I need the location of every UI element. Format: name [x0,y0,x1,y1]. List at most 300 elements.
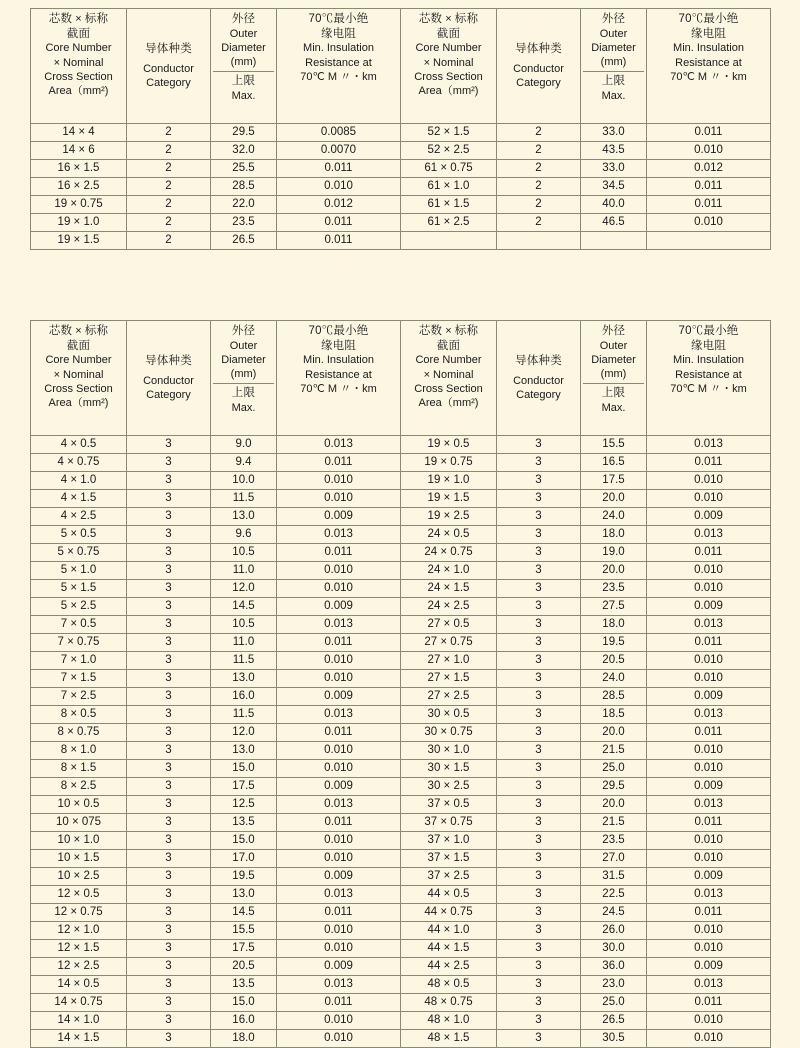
cell-core-number-left: 8 × 0.75 [31,724,127,742]
cell-insulation-resistance-right: 0.009 [647,598,771,616]
cell-conductor-category-right: 3 [497,706,581,724]
cell-core-number-left: 4 × 1.5 [31,490,127,508]
cell-insulation-resistance-right: 0.013 [647,976,771,994]
cell-outer-diameter-left: 17.5 [211,778,277,796]
table1-header [31,9,771,124]
cell-insulation-resistance-right: 0.011 [647,634,771,652]
cell-conductor-category-left: 3 [127,832,211,850]
cell-core-number-right: 44 × 1.0 [401,922,497,940]
cell-core-number-right: 19 × 1.0 [401,472,497,490]
cell-insulation-resistance-left: 0.013 [277,436,401,454]
cell-conductor-category-left: 3 [127,616,211,634]
header-outer-en2-r: Diameter [591,41,636,54]
cell-core-number-right: 30 × 0.75 [401,724,497,742]
cell-insulation-resistance-left: 0.010 [277,850,401,868]
cell-outer-diameter-left: 12.0 [211,580,277,598]
cell-core-number-left: 8 × 1.0 [31,742,127,760]
cell-core-number-left: 14 × 0.75 [31,994,127,1012]
cell-conductor-category-right: 3 [497,490,581,508]
cell-insulation-resistance-left: 0.012 [277,196,401,214]
cell-core-number-left: 10 × 2.5 [31,868,127,886]
table-row [31,436,771,454]
cell-insulation-resistance-right: 0.010 [647,940,771,958]
cell-insulation-resistance-right: 0.009 [647,868,771,886]
table-row [31,232,771,250]
cell-outer-diameter-left: 16.0 [211,688,277,706]
table-row [31,526,771,544]
cell-conductor-category-left: 3 [127,490,211,508]
cell-outer-diameter-left: 26.5 [211,232,277,250]
table-row [31,1012,771,1030]
header-outer-diameter-right [581,9,647,124]
cell-core-number-left: 14 × 6 [31,142,127,160]
cell-conductor-category-left: 3 [127,814,211,832]
header2-outer-max-en: Max. [231,401,256,414]
cell-core-number-left: 8 × 1.5 [31,760,127,778]
header-conductor-en2: Category [146,77,191,90]
cell-core-number-left: 14 × 0.5 [31,976,127,994]
cell-conductor-category-right: 3 [497,436,581,454]
cell-insulation-resistance-right: 0.011 [647,994,771,1012]
table1-header-row [31,9,771,124]
cell-conductor-category-right: 3 [497,778,581,796]
cell-insulation-resistance-left: 0.010 [277,580,401,598]
cell-core-number-right: 48 × 0.75 [401,994,497,1012]
cell-conductor-category-right: 2 [497,160,581,178]
cell-conductor-category-right: 3 [497,508,581,526]
cell-core-number-left: 7 × 0.75 [31,634,127,652]
header-core-en4: Area（mm²) [48,84,109,97]
cell-outer-diameter-right: 20.0 [581,796,647,814]
cell-core-number-left: 7 × 1.0 [31,652,127,670]
cell-insulation-resistance-left: 0.011 [277,814,401,832]
header2-outer-cn: 外径 [231,325,256,337]
header2-divider-r [583,383,644,384]
cell-conductor-category-left: 3 [127,526,211,544]
cell-conductor-category-left: 3 [127,544,211,562]
cell-insulation-resistance-right: 0.013 [647,526,771,544]
header2-outer-diameter-right [581,321,647,436]
header2-outer-en3: (mm) [230,367,257,380]
cell-outer-diameter-right: 17.5 [581,472,647,490]
header-core-en2: × Nominal [53,56,104,69]
cell-outer-diameter-left: 14.5 [211,598,277,616]
cell-conductor-category-right: 2 [497,196,581,214]
cell-insulation-resistance-left: 0.009 [277,508,401,526]
cell-conductor-category-left: 3 [127,1012,211,1030]
header-divider-r [583,71,644,72]
table-row [31,940,771,958]
cell-insulation-resistance-left: 0.010 [277,652,401,670]
cell-conductor-category-right: 3 [497,688,581,706]
cell-insulation-resistance-left: 0.010 [277,760,401,778]
cell-conductor-category-right: 3 [497,598,581,616]
cell-outer-diameter-right: 24.0 [581,508,647,526]
cell-insulation-resistance-left: 0.011 [277,544,401,562]
cell-insulation-resistance-left: 0.011 [277,904,401,922]
cell-outer-diameter-left: 13.5 [211,976,277,994]
cell-conductor-category-right: 3 [497,472,581,490]
cell-conductor-category-right: 3 [497,1030,581,1048]
cell-core-number-left: 5 × 1.5 [31,580,127,598]
cell-core-number-left: 14 × 1.0 [31,1012,127,1030]
cell-outer-diameter-right: 18.5 [581,706,647,724]
cell-core-number-right: 37 × 0.75 [401,814,497,832]
cell-core-number-right: 30 × 1.5 [401,760,497,778]
cell-insulation-resistance-right: 0.011 [647,124,771,142]
cell-outer-diameter-left: 32.0 [211,142,277,160]
cell-insulation-resistance-left: 0.009 [277,688,401,706]
cell-outer-diameter-right: 23.5 [581,832,647,850]
cell-core-number-left: 19 × 1.5 [31,232,127,250]
cell-conductor-category-right: 3 [497,742,581,760]
header2-core-en1: Core Number [45,354,112,367]
cell-core-number-left: 12 × 1.5 [31,940,127,958]
cell-conductor-category-right: 3 [497,652,581,670]
cell-outer-diameter-right: 20.0 [581,490,647,508]
cell-outer-diameter-right: 27.0 [581,850,647,868]
cell-outer-diameter-right: 43.5 [581,142,647,160]
cell-insulation-resistance-left: 0.010 [277,490,401,508]
table2-header [31,321,771,436]
header-resist-en1: Min. Insulation [303,42,374,55]
header-core-number-right [401,9,497,124]
header2-core-en4-r: Area（mm²) [418,396,479,409]
cell-insulation-resistance-right: 0.010 [647,472,771,490]
table-row [31,196,771,214]
cell-insulation-resistance-left: 0.013 [277,526,401,544]
cell-conductor-category-left: 2 [127,160,211,178]
header2-resist-en1: Min. Insulation [303,354,374,367]
cell-outer-diameter-right: 18.0 [581,526,647,544]
header2-core-number-right [401,321,497,436]
cell-conductor-category-right: 3 [497,868,581,886]
header2-outer-limit-cn: 上限 [231,386,256,399]
cell-insulation-resistance-left: 0.013 [277,886,401,904]
header-core-en3-r: Cross Section [414,70,483,83]
table-spacer [30,250,770,320]
cell-conductor-category-left: 3 [127,760,211,778]
cell-conductor-category-left: 3 [127,508,211,526]
header2-outer-max-en-r: Max. [601,401,626,414]
cell-core-number-right: 19 × 0.5 [401,436,497,454]
cell-core-number-right: 37 × 1.0 [401,832,497,850]
cell-outer-diameter-left: 13.0 [211,508,277,526]
cell-core-number-right: 44 × 2.5 [401,958,497,976]
cell-outer-diameter-right: 27.5 [581,598,647,616]
header2-outer-en1: Outer [229,339,258,352]
header-outer-diameter-left [211,9,277,124]
header-outer-en1: Outer [229,27,258,40]
cell-outer-diameter-left: 18.0 [211,1030,277,1048]
header2-resist-en2: Resistance at [305,368,372,381]
cell-core-number-right: 27 × 1.0 [401,652,497,670]
cell-outer-diameter-left: 10.0 [211,472,277,490]
header2-core-number-left [31,321,127,436]
cell-core-number-left: 5 × 0.75 [31,544,127,562]
header2-core-en2: × Nominal [53,368,104,381]
table-row [31,472,771,490]
cell-insulation-resistance-right: 0.013 [647,706,771,724]
table-row [31,994,771,1012]
cell-outer-diameter-left: 10.5 [211,544,277,562]
header2-resist-en1-r: Min. Insulation [673,354,744,367]
cell-conductor-category-right: 3 [497,850,581,868]
header-core-en1: Core Number [45,42,112,55]
cell-core-number-left: 19 × 0.75 [31,196,127,214]
header-resist-en3-r: 70℃ M 〃・km [670,70,747,83]
table-row [31,886,771,904]
cell-conductor-category-left: 3 [127,688,211,706]
cell-conductor-category-right: 3 [497,634,581,652]
cell-core-number-left: 4 × 0.75 [31,454,127,472]
header-conductor-en1-r: Conductor [513,63,564,76]
cell-insulation-resistance-right: 0.010 [647,922,771,940]
cell-outer-diameter-right: 26.0 [581,922,647,940]
header2-core-cn1-r: 芯数 [418,325,443,337]
cell-outer-diameter-right: 22.5 [581,886,647,904]
cell-insulation-resistance-right: 0.010 [647,1012,771,1030]
cell-outer-diameter-left: 13.0 [211,742,277,760]
cell-conductor-category-right: 3 [497,832,581,850]
cell-insulation-resistance-right: 0.011 [647,814,771,832]
cell-core-number-right [401,232,497,250]
cell-outer-diameter-left: 11.5 [211,706,277,724]
cell-insulation-resistance-left: 0.010 [277,1030,401,1048]
table-row [31,454,771,472]
cell-outer-diameter-left: 15.5 [211,922,277,940]
cell-core-number-right: 30 × 0.5 [401,706,497,724]
table-row [31,562,771,580]
cell-conductor-category-left: 3 [127,886,211,904]
cell-insulation-resistance-left: 0.013 [277,976,401,994]
table-row [31,904,771,922]
cell-outer-diameter-right: 31.5 [581,868,647,886]
cell-insulation-resistance-left: 0.013 [277,616,401,634]
header-core-number-left [31,9,127,124]
cell-core-number-left: 19 × 1.0 [31,214,127,232]
cell-conductor-category-left: 3 [127,472,211,490]
header-outer-limit-cn-r: 上限 [601,74,626,87]
cell-insulation-resistance-right: 0.009 [647,688,771,706]
cell-insulation-resistance-left: 0.0085 [277,124,401,142]
header-insulation-resistance-left [277,9,401,124]
cell-outer-diameter-left: 22.0 [211,196,277,214]
header2-outer-en1-r: Outer [599,339,628,352]
cell-conductor-category-right: 3 [497,454,581,472]
header-conductor-en2-r: Category [516,77,561,90]
cell-conductor-category-left: 3 [127,994,211,1012]
header-core-cn1-r: 芯数 [418,13,443,25]
cell-core-number-left: 8 × 0.5 [31,706,127,724]
cell-core-number-left: 10 × 1.0 [31,832,127,850]
cell-outer-diameter-left: 12.5 [211,796,277,814]
header2-outer-cn-r: 外径 [601,325,626,337]
table-row [31,850,771,868]
cell-core-number-right: 27 × 2.5 [401,688,497,706]
cell-outer-diameter-left: 29.5 [211,124,277,142]
cell-insulation-resistance-right: 0.010 [647,670,771,688]
header2-conductor-en1-r: Conductor [513,375,564,388]
header2-core-cn3: 截面 [66,339,91,352]
cell-insulation-resistance-right: 0.011 [647,178,771,196]
cell-core-number-left: 14 × 4 [31,124,127,142]
cell-core-number-right: 19 × 2.5 [401,508,497,526]
cell-conductor-category-left: 3 [127,652,211,670]
header2-outer-limit-cn-r: 上限 [601,386,626,399]
cell-core-number-right: 37 × 0.5 [401,796,497,814]
cell-insulation-resistance-left: 0.010 [277,940,401,958]
cell-outer-diameter-left: 23.5 [211,214,277,232]
cell-core-number-left: 5 × 0.5 [31,526,127,544]
cell-core-number-left: 7 × 0.5 [31,616,127,634]
cell-outer-diameter-right: 33.0 [581,160,647,178]
header-core-cn3-r: 截面 [436,27,461,40]
cell-conductor-category-left: 3 [127,1030,211,1048]
cell-outer-diameter-left: 14.5 [211,904,277,922]
table-row [31,490,771,508]
cell-outer-diameter-left: 9.0 [211,436,277,454]
cell-core-number-right: 52 × 1.5 [401,124,497,142]
cell-conductor-category-right: 3 [497,958,581,976]
cell-conductor-category-right: 3 [497,922,581,940]
cell-conductor-category-right: 3 [497,544,581,562]
cell-insulation-resistance-left: 0.010 [277,832,401,850]
header-divider [213,71,274,72]
table-row [31,214,771,232]
header-conductor-left [127,9,211,124]
cell-outer-diameter-right: 25.0 [581,760,647,778]
cell-core-number-left: 12 × 0.5 [31,886,127,904]
cell-insulation-resistance-left: 0.011 [277,994,401,1012]
header-outer-cn: 外径 [231,13,256,25]
cell-core-number-right: 24 × 0.75 [401,544,497,562]
table-row [31,778,771,796]
header2-resist-cn2-r: 缘电阻 [690,339,727,352]
header-resist-en3: 70℃ M 〃・km [300,70,377,83]
header2-outer-diameter-left [211,321,277,436]
cell-insulation-resistance-right: 0.013 [647,436,771,454]
cell-core-number-right: 61 × 1.5 [401,196,497,214]
cell-outer-diameter-left: 11.0 [211,634,277,652]
cell-insulation-resistance-right: 0.011 [647,454,771,472]
header2-conductor-cn-r: 导体种类 [515,354,562,367]
cell-insulation-resistance-right: 0.010 [647,742,771,760]
cell-insulation-resistance-right: 0.010 [647,490,771,508]
cell-conductor-category-right: 3 [497,814,581,832]
cell-insulation-resistance-left: 0.010 [277,742,401,760]
cell-core-number-left: 12 × 0.75 [31,904,127,922]
cell-outer-diameter-right: 20.5 [581,652,647,670]
cell-core-number-right: 61 × 2.5 [401,214,497,232]
table-row [31,796,771,814]
header-core-en4-r: Area（mm²) [418,84,479,97]
cell-outer-diameter-right: 33.0 [581,124,647,142]
cell-insulation-resistance-right: 0.011 [647,544,771,562]
cell-core-number-left: 12 × 1.0 [31,922,127,940]
header2-core-en4: Area（mm²) [48,396,109,409]
cell-core-number-left: 7 × 1.5 [31,670,127,688]
header2-core-cn2-r: 标称 [454,325,479,337]
cell-insulation-resistance-right: 0.010 [647,760,771,778]
header2-resist-cn2: 缘电阻 [320,339,357,352]
cell-insulation-resistance-right: 0.013 [647,616,771,634]
cell-outer-diameter-right: 15.5 [581,436,647,454]
cell-outer-diameter-right: 34.5 [581,178,647,196]
header2-resist-cn1: 70℃最小绝 [308,325,369,337]
cell-outer-diameter-right: 30.5 [581,1030,647,1048]
table-row [31,1030,771,1048]
header-outer-cn-r: 外径 [601,13,626,25]
cell-outer-diameter-left: 11.5 [211,652,277,670]
header-resist-cn2: 缘电阻 [320,27,357,40]
cell-outer-diameter-left: 17.0 [211,850,277,868]
cell-core-number-right: 24 × 2.5 [401,598,497,616]
cell-core-number-left: 4 × 0.5 [31,436,127,454]
cell-outer-diameter-left: 15.0 [211,994,277,1012]
cell-core-number-left: 4 × 2.5 [31,508,127,526]
header-core-en2-r: × Nominal [423,56,474,69]
cell-insulation-resistance-right: 0.010 [647,652,771,670]
header2-insulation-resistance-left [277,321,401,436]
header-outer-en3-r: (mm) [600,55,627,68]
cell-conductor-category-right: 3 [497,670,581,688]
cell-core-number-right: 61 × 0.75 [401,160,497,178]
cell-conductor-category-left: 2 [127,142,211,160]
cell-conductor-category-left: 2 [127,196,211,214]
header-core-cn2: 标称 [84,13,109,25]
cell-insulation-resistance-left: 0.013 [277,796,401,814]
header2-core-cn3-r: 截面 [436,339,461,352]
cell-core-number-left: 16 × 1.5 [31,160,127,178]
cell-insulation-resistance-left: 0.010 [277,922,401,940]
cell-outer-diameter-right: 46.5 [581,214,647,232]
cell-outer-diameter-left: 13.0 [211,886,277,904]
cell-outer-diameter-right: 24.0 [581,670,647,688]
cell-core-number-left: 10 × 075 [31,814,127,832]
header2-core-times: × [75,325,82,337]
cell-insulation-resistance-left: 0.009 [277,778,401,796]
header2-conductor-en2-r: Category [516,389,561,402]
cell-outer-diameter-left: 28.5 [211,178,277,196]
cell-outer-diameter-right: 29.5 [581,778,647,796]
cell-outer-diameter-right: 24.5 [581,904,647,922]
cell-core-number-right: 24 × 0.5 [401,526,497,544]
header2-outer-en2: Diameter [221,353,266,366]
header2-conductor-right [497,321,581,436]
cell-outer-diameter-left: 11.0 [211,562,277,580]
cell-insulation-resistance-right: 0.010 [647,142,771,160]
cell-conductor-category-right: 3 [497,562,581,580]
cell-outer-diameter-right: 40.0 [581,196,647,214]
cell-core-number-right: 44 × 0.5 [401,886,497,904]
table-row [31,868,771,886]
cell-conductor-category-right: 3 [497,904,581,922]
table-row [31,160,771,178]
table-row [31,724,771,742]
header-outer-max-en-r: Max. [601,89,626,102]
header-resist-cn2-r: 缘电阻 [690,27,727,40]
cell-outer-diameter-right: 19.0 [581,544,647,562]
cell-core-number-left: 10 × 1.5 [31,850,127,868]
cell-outer-diameter-left: 20.5 [211,958,277,976]
cell-outer-diameter-right: 21.5 [581,814,647,832]
cell-insulation-resistance-left: 0.011 [277,724,401,742]
cell-core-number-right: 27 × 0.75 [401,634,497,652]
cell-outer-diameter-left: 9.4 [211,454,277,472]
header-conductor-cn-r: 导体种类 [515,42,562,55]
cell-core-number-right: 52 × 2.5 [401,142,497,160]
